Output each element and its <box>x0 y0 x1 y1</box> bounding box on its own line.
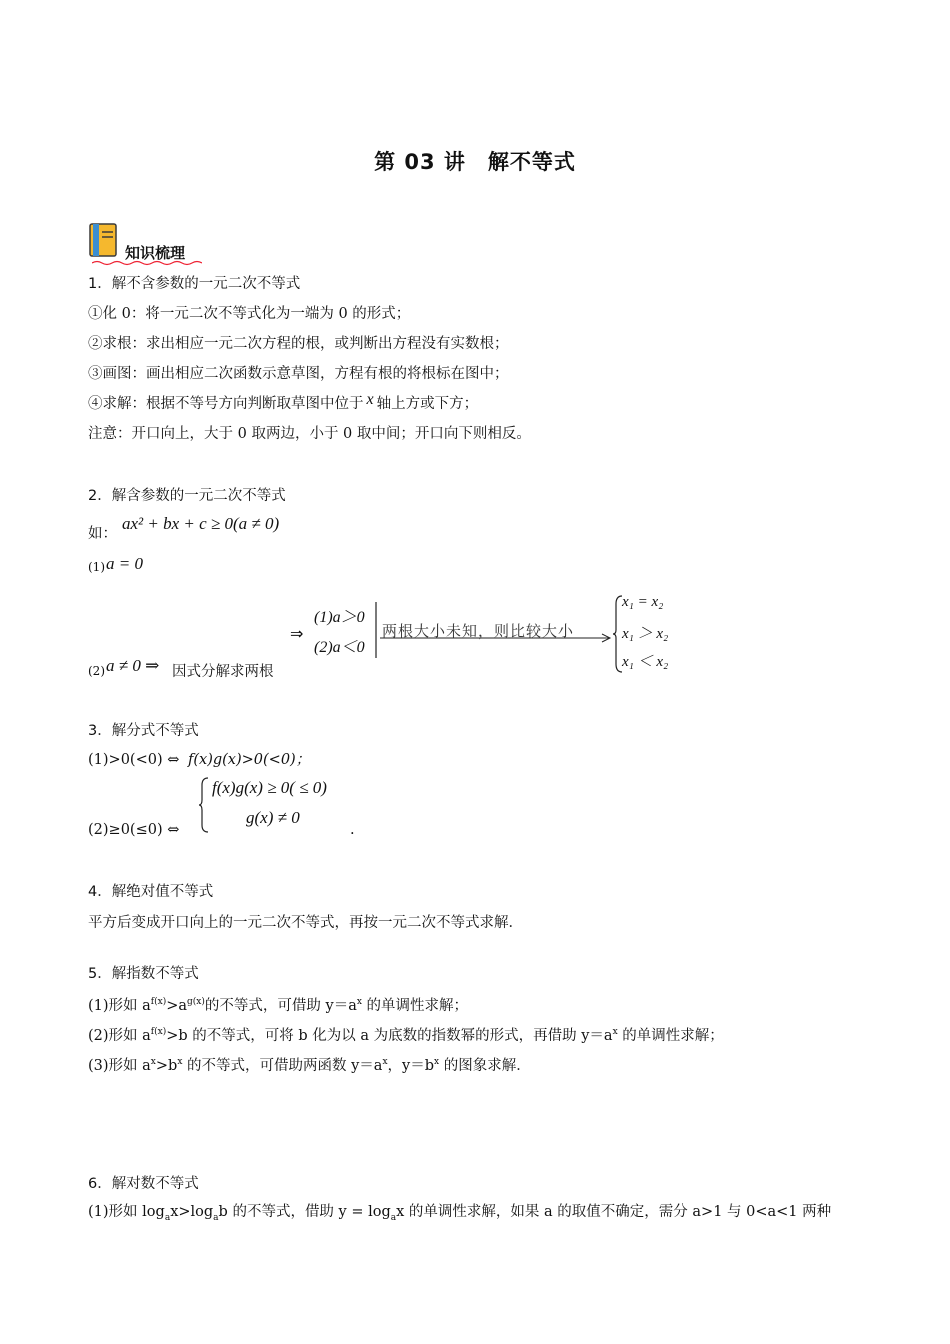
book-icon <box>88 222 120 260</box>
case2-text: 因式分解求两根 <box>172 664 274 680</box>
implies-arrow: ⇒ <box>290 624 304 643</box>
s2-heading: 2．解含参数的一元二次不等式 <box>88 488 286 504</box>
case1-label: (1) <box>88 560 105 574</box>
s5-line-1: (1)形如 $a^{f(x)}>a^{g(x)}$的不等式，可借助 $y=a^x$ 的单调性求解； <box>88 997 469 1014</box>
s1-line-4: ④求解：根据不等号方向判断取草图中位于 x 轴上方或下方； <box>88 391 479 412</box>
system-line-2: g(x) ≠ 0 <box>246 808 300 827</box>
s1-line-1: ①化 0：将一元二次不等式化为一端为 0 的形式； <box>88 306 411 322</box>
system-line-1: f(x)g(x) ≥ 0( ≤ 0) <box>212 778 327 797</box>
s2-formula: ax² + bx + c ≥ 0(a ≠ 0) <box>122 514 280 533</box>
s6-line-1: (1)形如 $\log_ax>\log_ab$ 的不等式，借助 $y = \log_ax$ 的单调性求解，如果 a 的取值不确定，需分 a>1 与 0<a<1 两种 <box>88 1204 832 1223</box>
s1-note: 注意：开口向上，大于 0 取两边，小于 0 取中间；开口向下则相反。 <box>88 426 531 442</box>
case2-formula: a ≠ 0 ⇒ <box>106 656 160 675</box>
result-less: x₁ ＜ x₂ <box>622 654 669 670</box>
s4-line: 平方后变成开口向上的一元二次不等式，再按一元二次不等式求解． <box>88 915 523 931</box>
page-title: 第 03 讲 解不等式 <box>374 150 576 174</box>
knowledge-badge-label: 知识梳理 <box>125 244 186 262</box>
sub-case-1: (1)a＞0 <box>314 609 365 626</box>
result-equal: x₁ = x₂ <box>622 594 664 610</box>
case1-formula: a = 0 <box>106 554 143 573</box>
s3-line2-dot: . <box>350 822 355 838</box>
knowledge-badge <box>88 222 120 264</box>
s5-line-2: (2)形如 $a^{f(x)}>b$ 的不等式，可将 b 化为以 a 为底数的指数幂的形式，再借助 $y=a^x$ 的单调性求解； <box>88 1027 724 1044</box>
s3-line2-prefix: (2)≥0(≤0) ⇔ <box>88 822 180 838</box>
s1-line-3: ③画图：画出相应二次函数示意草图，方程有根的将根标在图中； <box>88 366 509 382</box>
s5-line-3: (3)形如 $a^x>b^x$ 的不等式，可借助两函数 $y=a^x$，$y=b^x$ 的图象求解． <box>88 1057 531 1074</box>
s1-line-2: ②求根：求出相应一元二次方程的根，或判断出方程没有实数根； <box>88 336 509 352</box>
s3-line1-prefix: (1)>0(<0) ⇔ <box>88 752 180 768</box>
case2-label: (2) <box>88 664 105 678</box>
s3-line1-expr: f(x)g(x)>0(<0)； <box>188 752 311 768</box>
arrow-text: 两根大小未知，则比较大小 <box>382 622 575 640</box>
s4-heading: 4．解绝对值不等式 <box>88 884 214 900</box>
s6-heading: 6．解对数不等式 <box>88 1176 199 1192</box>
badge-underline <box>92 260 202 266</box>
result-greater: x₁ ＞ x₂ <box>622 626 669 642</box>
left-brace <box>198 776 210 834</box>
s5-heading: 5．解指数不等式 <box>88 966 199 982</box>
s2-ru: 如： <box>88 526 117 542</box>
sub-case-2: (2)a＜0 <box>314 639 365 656</box>
s1-heading: 1．解不含参数的一元二次不等式 <box>88 276 301 292</box>
s3-heading: 3．解分式不等式 <box>88 723 199 739</box>
